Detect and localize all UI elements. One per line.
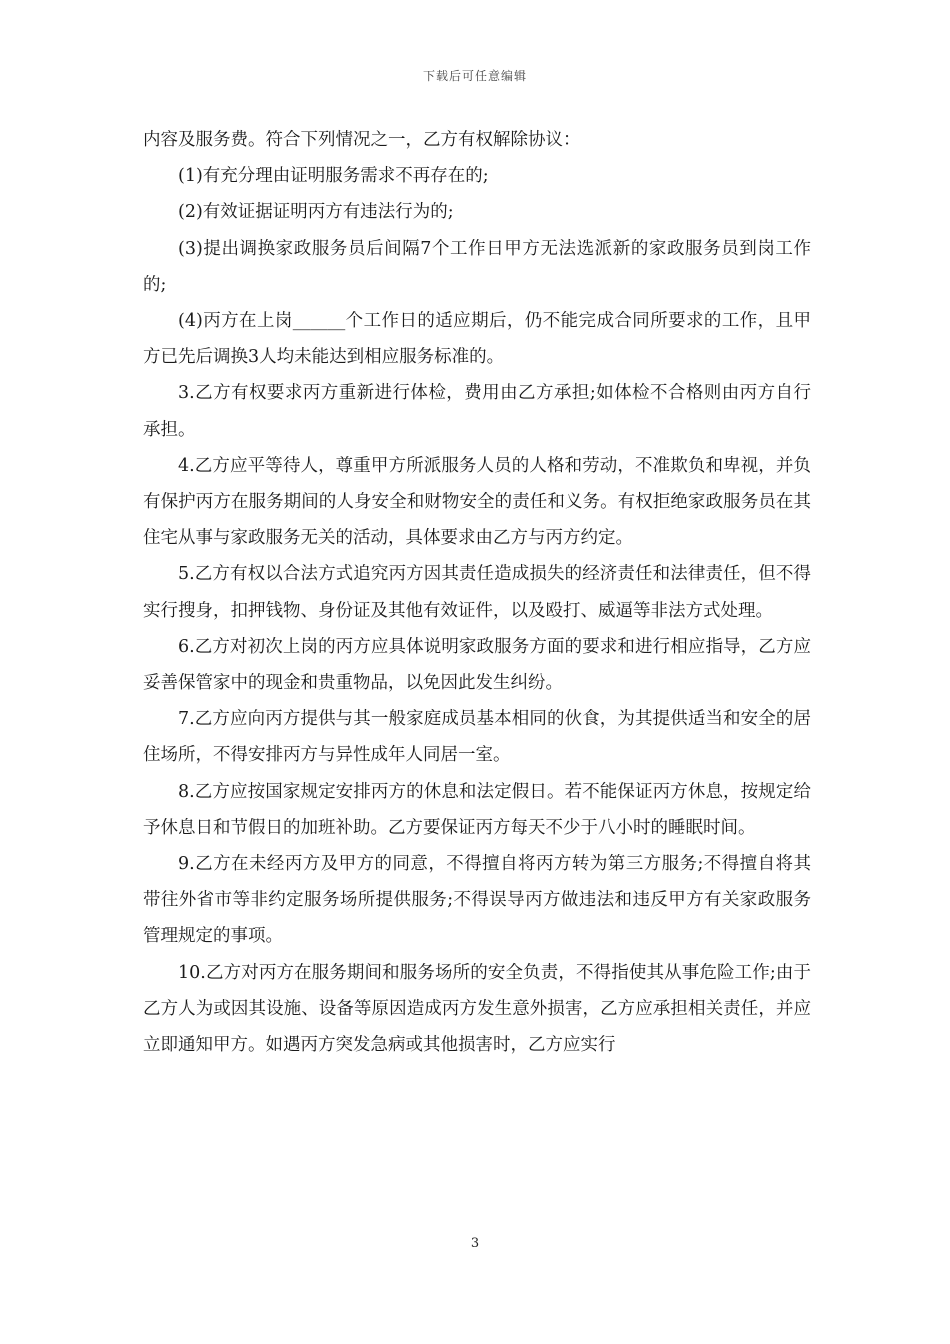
document-body: [143, 122, 811, 1063]
paragraph-11: 9.乙方在未经丙方及甲方的同意，不得擅自将丙方转为第三方服务;不得擅自将其带往外省市等非约定服务场所提供服务;不得误导丙方做违法和违反甲方有关家政服务管理规定的事项。: [143, 854, 811, 947]
paragraph-3: (3)提出调换家政服务员后间隔7个工作日甲方无法选派新的家政服务员到岗工作的;: [143, 238, 811, 295]
page-number: 3: [470, 1236, 480, 1251]
paragraph-9: 7.乙方应向丙方提供与其一般家庭成员基本相同的伙食，为其提供适当和安全的居住场所，不得安排丙方与异性成年人同居一室。: [143, 709, 811, 766]
paragraph-0: 内容及服务费。符合下列情况之一，乙方有权解除协议：: [143, 130, 581, 150]
paragraph-7: 5.乙方有权以合法方式追究丙方因其责任造成损失的经济责任和法律责任，但不得实行搜身，扣押钱物、身份证及其他有效证件，以及殴打、威逼等非法方式处理。: [143, 564, 811, 621]
paragraph-8: 6.乙方对初次上岗的丙方应具体说明家政服务方面的要求和进行相应指导，乙方应妥善保管家中的现金和贵重物品，以免因此发生纠纷。: [143, 636, 811, 694]
paragraph-12: 10.乙方对丙方在服务期间和服务场所的安全负责，不得指使其从事危险工作;由于乙方人为或因其设施、设备等原因造成丙方发生意外损害，乙方应承担相关责任，并应立即通知甲方。如遇丙方突发急病或其他损害时，乙方应实行: [143, 962, 811, 1056]
paragraph-4: (4)丙方在上岗______个工作日的适应期后，仍不能完成合同所要求的工作，且甲方已先后调换3人均未能达到相应服务标准的。: [143, 311, 811, 368]
paragraph-2: (2)有效证据证明丙方有违法行为的;: [178, 202, 454, 223]
paragraph-6: 4.乙方应平等待人，尊重甲方所派服务人员的人格和劳动，不准欺负和卑视，并负有保护丙方在服务期间的人身安全和财物安全的责任和义务。有权拒绝家政服务员在其住宅从事与家政服务无关的活动，具体要求由乙方与丙方约定。: [143, 455, 811, 549]
paragraph-5: 3.乙方有权要求丙方重新进行体检，费用由乙方承担;如体检不合格则由丙方自行承担。: [143, 383, 811, 440]
paragraph-10: 8.乙方应按国家规定安排丙方的休息和法定假日。若不能保证丙方休息，按规定给予休息日和节假日的加班补助。乙方要保证丙方每天不少于八小时的睡眠时间。: [143, 781, 811, 838]
paragraph-1: (1)有充分理由证明服务需求不再存在的;: [178, 166, 489, 187]
page-header: 下载后可任意编辑: [422, 69, 527, 83]
